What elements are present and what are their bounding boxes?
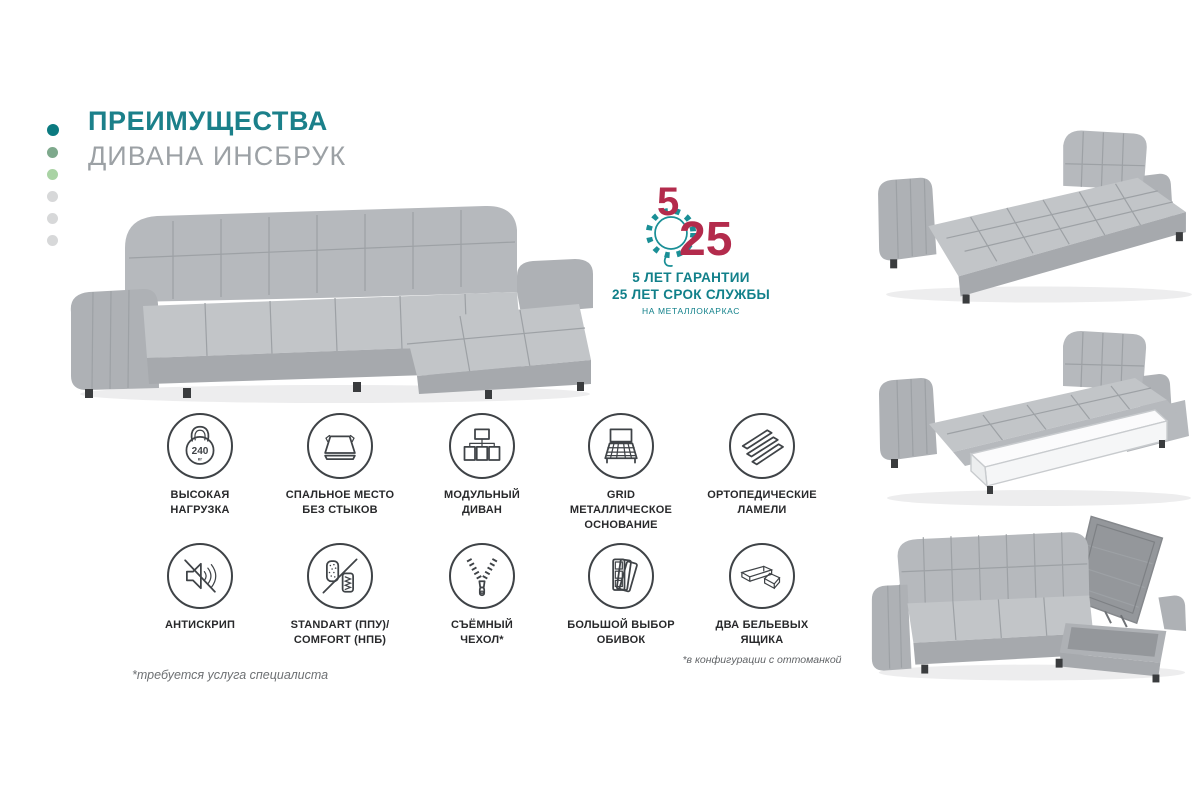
foam-types-icon [307,543,373,609]
feature-removable-cover [417,543,547,648]
label-line: ОСНОВАНИЕ [584,519,658,531]
feature-label [677,618,847,648]
modules-icon [449,413,515,479]
ottoman-config-footnote: *в конфигурации с оттоманкой [682,654,842,666]
feature-upholstery-choice [556,543,686,648]
label-line: СЪЁМНЫЙ [451,619,513,631]
specialist-footnote: *требуется услуга специалиста [132,668,329,682]
title-block [88,108,346,170]
fabric-swatches-icon [588,543,654,609]
feature-seamless-bed [275,413,405,518]
main-sofa-image [55,192,600,407]
feature-label [135,488,265,518]
sofa-unfolded-bed-image [866,113,1198,310]
feature-grid-base [556,413,686,533]
feature-modular [417,413,547,518]
label-line: БОЛЬШОЙ ВЫБОР [567,619,675,631]
warranty-block [600,180,782,320]
feature-label [135,618,265,633]
label-line: БЕЗ СТЫКОВ [302,504,378,516]
label-line: ОБИВОК [596,634,646,646]
corner-sofa-illustration [55,192,600,407]
feature-label [275,618,405,648]
muted-speaker-icon [167,543,233,609]
label-line: НАГРУЗКА [170,504,230,516]
dot-light-green [47,169,58,180]
dot-teal [47,124,59,136]
feature-two-storage-boxes [677,543,847,666]
feature-foam-options [275,543,405,648]
sofa-drawer-open-image [866,320,1198,510]
label-line: COMFORT (НПБ) [293,634,387,646]
label-line: ВЫСОКАЯ [170,489,230,501]
feature-label [417,618,547,648]
load-unit: кг [197,457,203,463]
feature-anti-squeak [135,543,265,633]
label-line: ОРТОПЕДИЧЕСКИЕ [707,489,817,501]
grid-base-icon [588,413,654,479]
warranty-line-2: 25 ЛЕТ СРОК СЛУЖБЫ [611,287,771,302]
page-subtitle: ДИВАНА ИНСБРУК [88,141,347,171]
feature-label [417,488,547,518]
lamels-icon [729,413,795,479]
label-line: STANDART (ППУ)/ [290,619,390,631]
label-line: МЕТАЛЛИЧЕСКОЕ [569,504,673,516]
dot-green [47,147,58,158]
feature-label [556,488,686,533]
kettlebell-icon [167,413,233,479]
load-value: 240 [191,445,209,457]
mattress-icon [307,413,373,479]
label-line: МОДУЛЬНЫЙ [443,489,520,501]
feature-label [556,618,686,648]
feature-high-load [135,413,265,518]
sofa-ottoman-storage-image [862,500,1194,688]
label-line: GRID [606,489,636,501]
label-line: ДВА БЕЛЬЕВЫХ [715,619,809,631]
label-line: АНТИСКРИП [164,619,236,631]
storage-boxes-icon [729,543,795,609]
warranty-years-number: 5 [657,180,680,224]
warranty-line-1: 5 ЛЕТ ГАРАНТИИ [632,270,750,285]
feature-label [697,488,827,518]
warranty-text [580,270,802,316]
label-line: ЯЩИКА [740,634,784,646]
warranty-line-3: НА МЕТАЛЛОКАРКАС [642,306,740,316]
service-years-number: 25 [679,213,733,266]
zipper-icon [449,543,515,609]
label-line: СПАЛЬНОЕ МЕСТО [285,489,395,501]
label-line: ДИВАН [461,504,503,516]
label-line: ЛАМЕЛИ [737,504,787,516]
feature-label [275,488,405,518]
page-title: ПРЕИМУЩЕСТВА [88,106,328,136]
label-line: ЧЕХОЛ* [460,634,504,646]
feature-ortho-lamels [697,413,827,518]
